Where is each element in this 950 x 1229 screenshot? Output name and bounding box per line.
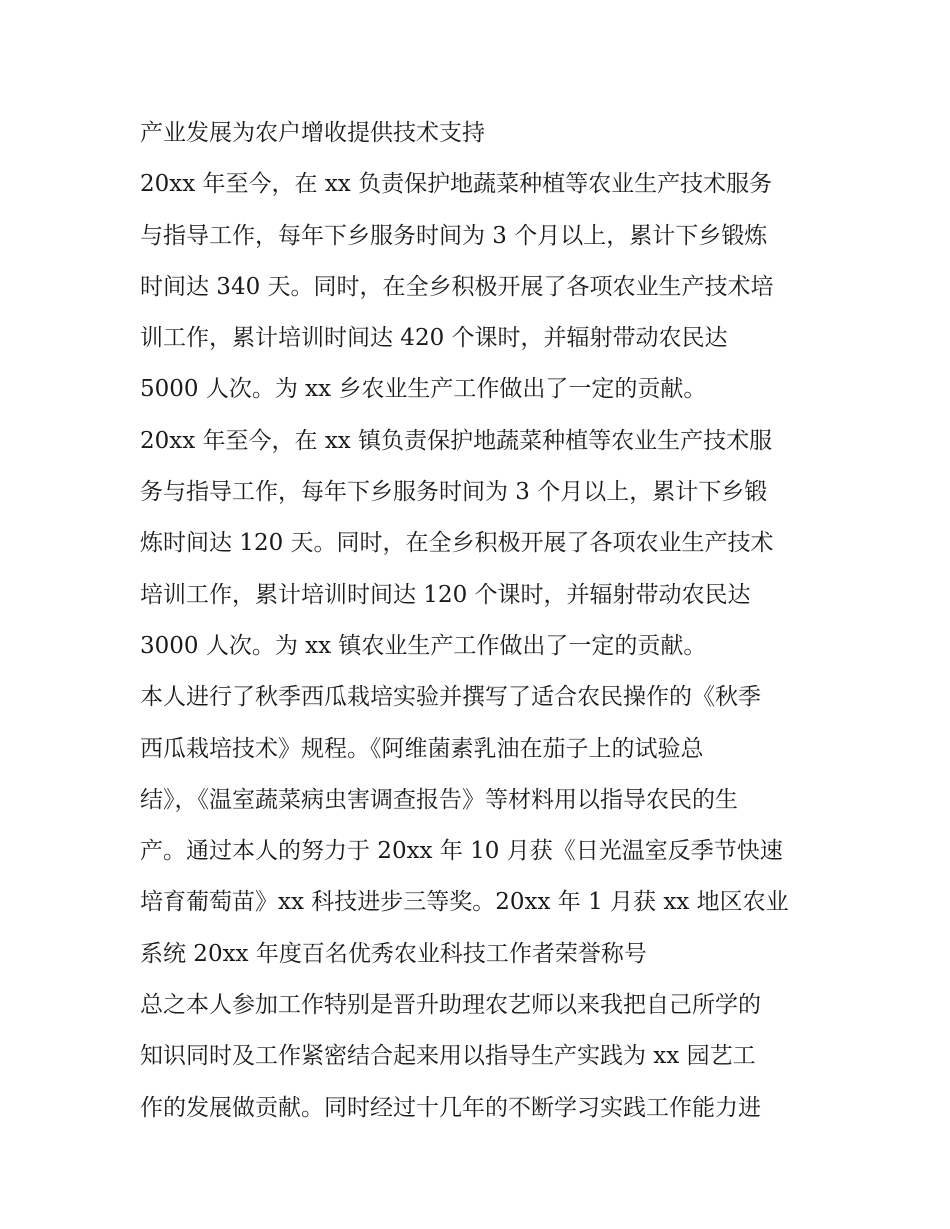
text-line: 产。通过本人的努力于 20xx 年 10 月获《日光温室反季节快速: [140, 838, 783, 865]
text-line: 作的发展做贡献。同时经过十几年的不断学习实践工作能力进: [140, 1094, 761, 1121]
text-line: 训工作，累计培训时间达 420 个课时，并辐射带动农民达: [140, 325, 728, 352]
text-line: 与指导工作，每年下乡服务时间为 3 个月以上，累计下乡锻炼: [140, 222, 768, 249]
text-line: 时间达 340 天。同时，在全乡积极开展了各项农业生产技术培: [140, 273, 774, 300]
text-line: 系统 20xx 年度百名优秀农业科技工作者荣誉称号: [140, 940, 647, 967]
document-body: [140, 108, 840, 1134]
text-line: 知识同时及工作紧密结合起来用以指导生产实践为 xx 园艺工: [140, 1043, 756, 1070]
text-line: 总之本人参加工作特别是晋升助理农艺师以来我把自己所学的: [140, 992, 761, 1019]
text-line: 务与指导工作，每年下乡服务时间为 3 个月以上，累计下乡锻: [140, 479, 768, 506]
text-line: 20xx 年至今，在 xx 负责保护地蔬菜种植等农业生产技术服务: [140, 171, 773, 198]
text-line: 3000 人次。为 xx 镇农业生产工作做出了一定的贡献。: [140, 632, 707, 659]
text-line: 培训工作，累计培训时间达 120 个课时，并辐射带动农民达: [140, 581, 751, 608]
text-line: 结》，《温室蔬菜病虫害调查报告》等材料用以指导农民的生: [140, 786, 738, 813]
text-line: 培育葡萄苗》xx 科技进步三等奖。20xx 年 1 月获 xx 地区农业: [140, 889, 789, 916]
text-line: 本人进行了秋季西瓜栽培实验并撰写了适合农民操作的《秋季: [140, 684, 761, 711]
text-line: 5000 人次。为 xx 乡农业生产工作做出了一定的贡献。: [140, 376, 707, 403]
text-line: 产业发展为农户增收提供技术支持: [140, 120, 485, 146]
text-line: 20xx 年至今，在 xx 镇负责保护地蔬菜种植等农业生产技术服: [140, 427, 773, 454]
text-line: 炼时间达 120 天。同时，在全乡积极开展了各项农业生产技术: [140, 530, 774, 557]
text-line: 西瓜栽培技术》规程。《阿维菌素乳油在茄子上的试验总: [140, 735, 704, 762]
